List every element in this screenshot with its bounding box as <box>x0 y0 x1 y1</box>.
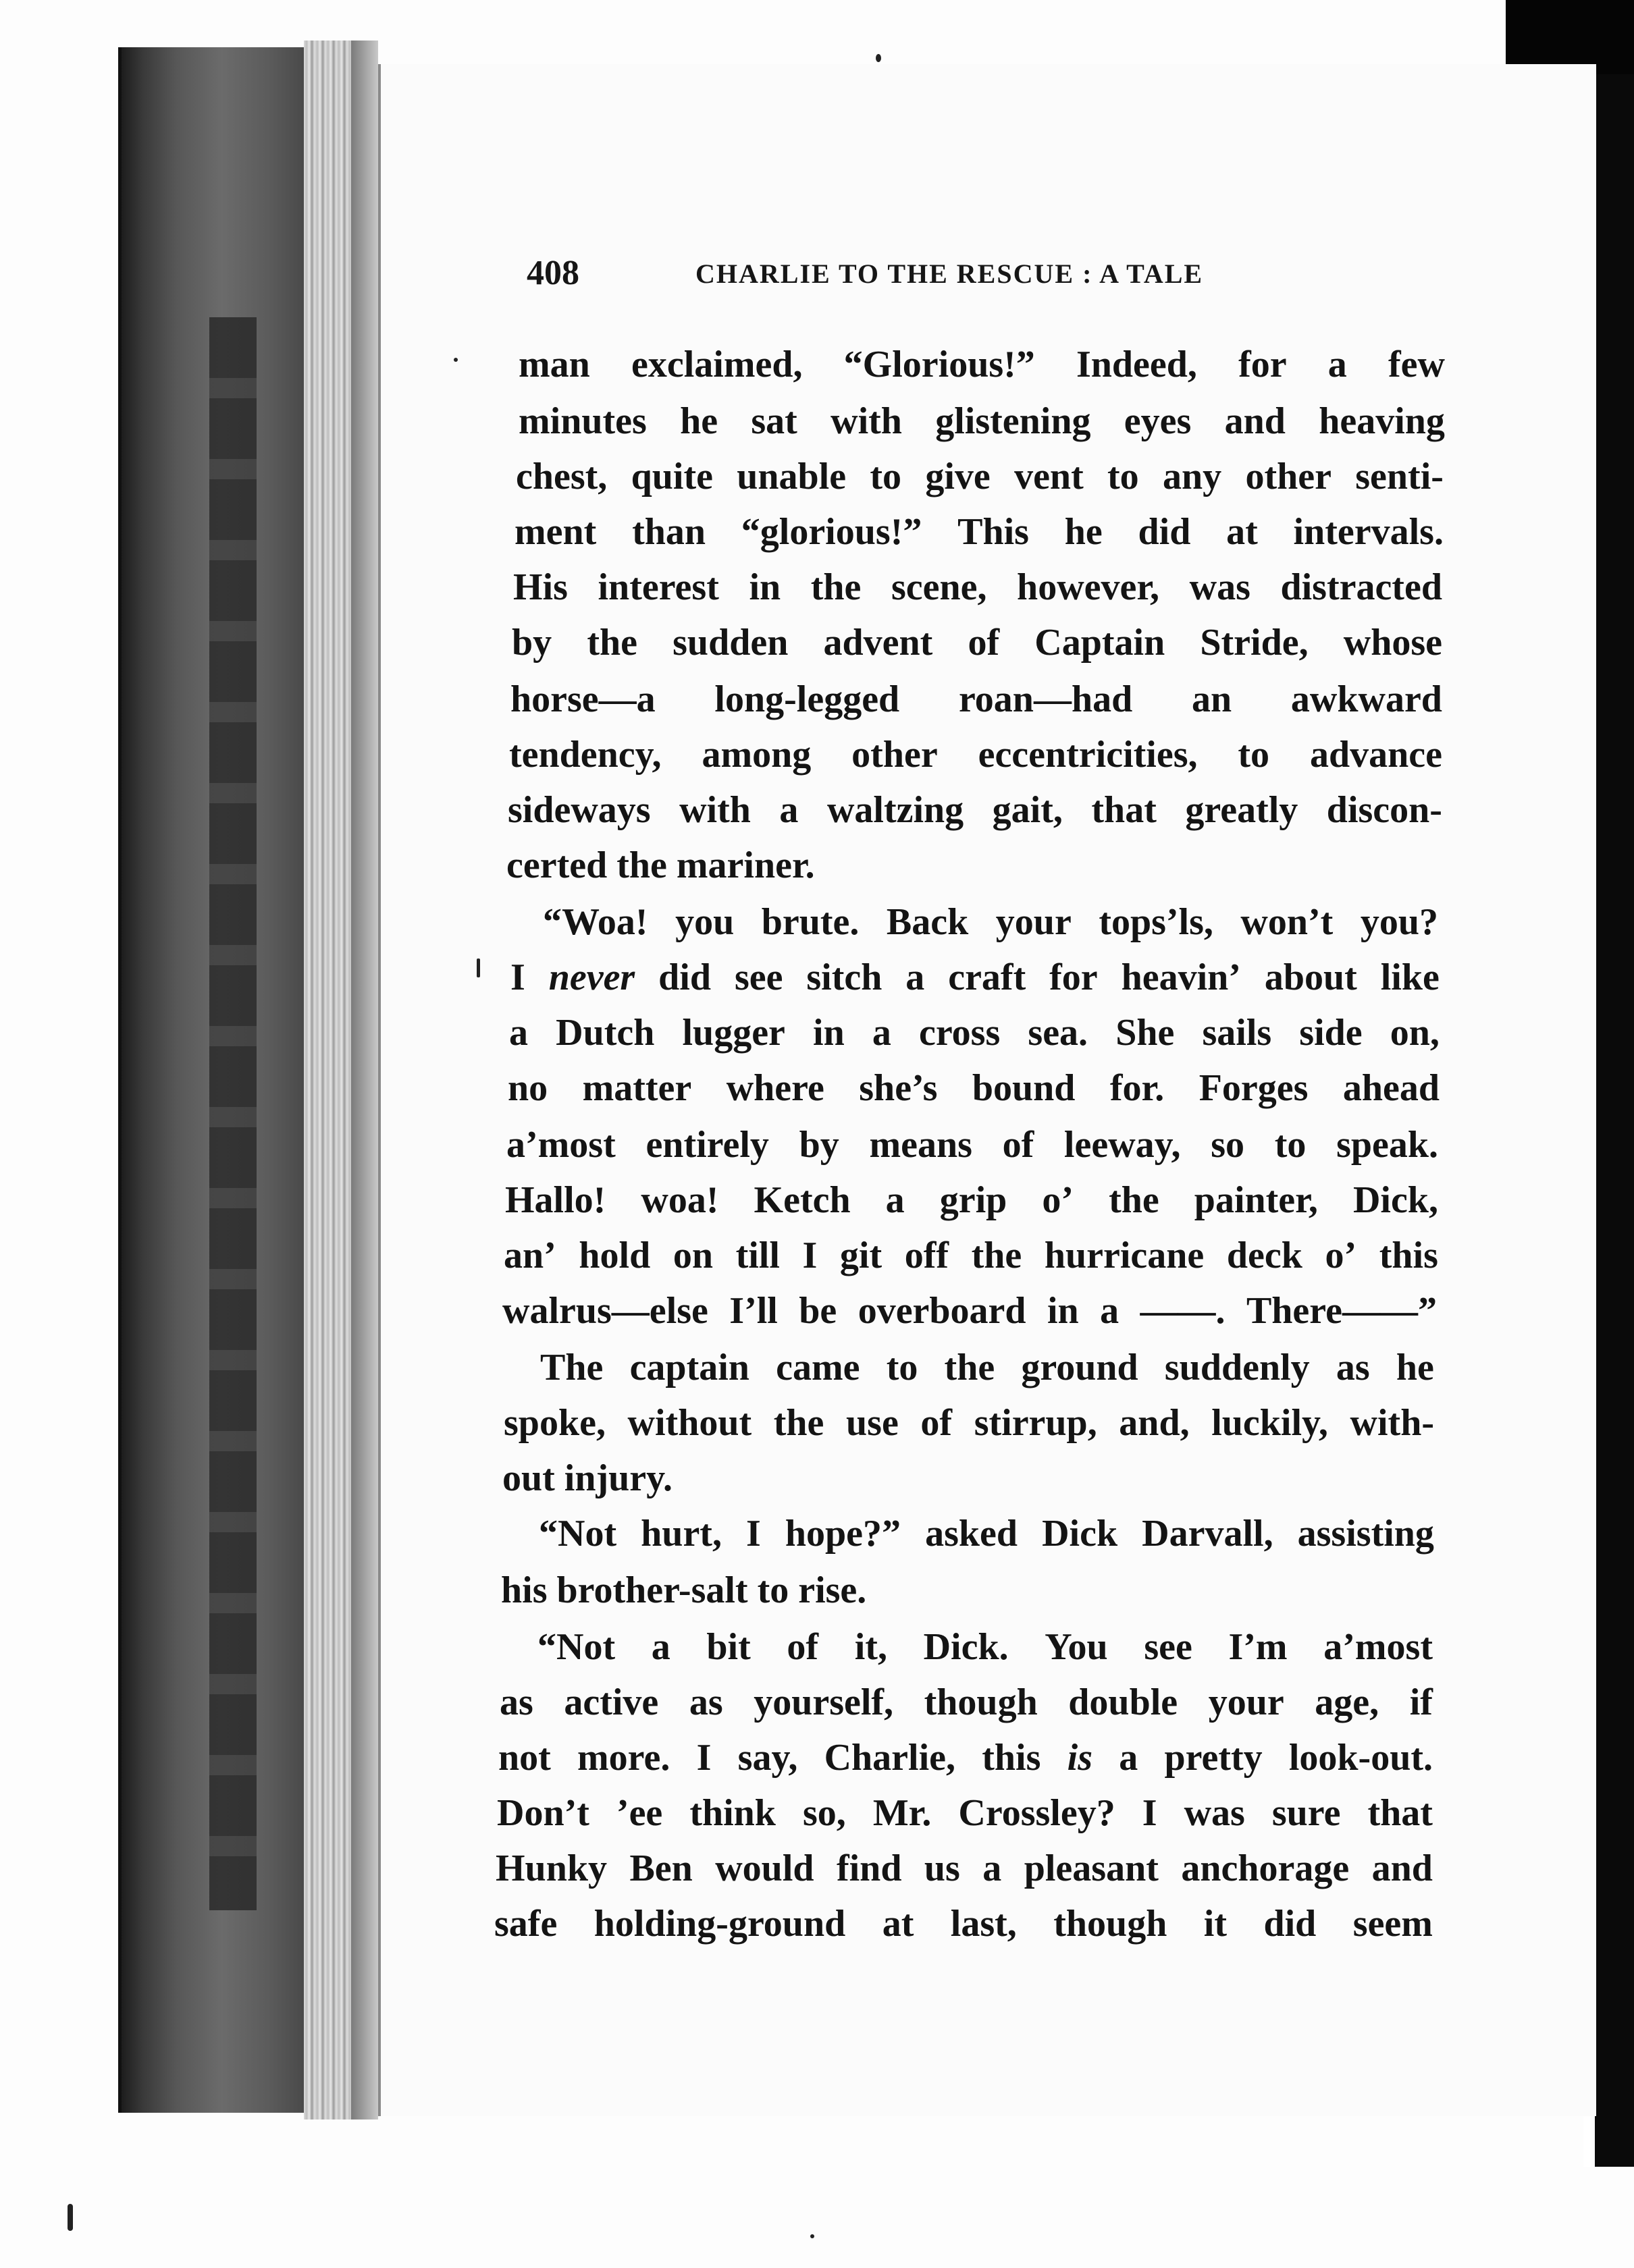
word: at <box>1226 511 1258 553</box>
margin-mark <box>477 959 480 977</box>
word: Charlie, <box>824 1737 956 1779</box>
word: assisting <box>1297 1513 1434 1555</box>
word: scene, <box>891 566 987 608</box>
word: hold <box>579 1235 651 1276</box>
word: the <box>616 844 677 886</box>
word: o’ <box>1325 1235 1357 1276</box>
word: like <box>1380 956 1440 998</box>
word: brute. <box>761 901 860 943</box>
word: I <box>746 1513 761 1555</box>
text-line <box>516 458 1444 495</box>
word: on <box>673 1235 713 1276</box>
word: hurricane <box>1044 1235 1205 1276</box>
word: about <box>1264 956 1357 998</box>
word: he <box>680 400 718 442</box>
word: to <box>1238 734 1270 776</box>
word: safe <box>494 1903 558 1945</box>
word: seem <box>1352 1903 1433 1945</box>
word: a <box>872 1012 891 1054</box>
word: without <box>627 1402 752 1444</box>
text-line <box>498 1739 1433 1777</box>
word: I <box>802 1235 818 1276</box>
word: by <box>512 622 552 664</box>
text-line <box>506 846 815 884</box>
text-line <box>500 1683 1433 1721</box>
word: as <box>1336 1347 1370 1388</box>
word: with- <box>1350 1402 1434 1444</box>
word: o’ <box>1042 1179 1074 1221</box>
word: yourself, <box>754 1681 894 1723</box>
text-line <box>540 1349 1434 1386</box>
word: in <box>749 566 781 608</box>
word: by <box>799 1124 839 1166</box>
word: see <box>734 956 783 998</box>
word: other <box>1245 456 1332 497</box>
word: you <box>675 901 735 943</box>
word: Back <box>886 901 969 943</box>
word: the <box>971 1235 1022 1276</box>
margin-mark <box>68 2204 73 2231</box>
word: advance <box>1309 734 1442 776</box>
text-line <box>509 1014 1440 1052</box>
word: see <box>1144 1626 1192 1668</box>
word: “Not <box>537 1626 616 1668</box>
word: she’s <box>859 1067 938 1109</box>
page-gutter-shadow <box>351 40 378 2120</box>
word: came <box>776 1347 860 1388</box>
word: I <box>510 956 525 998</box>
word: “Not <box>539 1513 617 1555</box>
word: did <box>658 956 712 998</box>
word: grip <box>939 1179 1007 1221</box>
spine-library-stamp <box>209 317 257 1910</box>
word: use <box>846 1402 899 1444</box>
word: as <box>500 1681 533 1723</box>
text-line <box>504 1404 1434 1442</box>
word: ’ee <box>616 1792 663 1834</box>
word: Don’t <box>497 1792 589 1834</box>
word: rise. <box>798 1569 867 1611</box>
word: His <box>513 566 568 608</box>
word: a <box>982 1847 1002 1889</box>
word: sideways <box>508 789 651 831</box>
word: luckily, <box>1211 1402 1328 1444</box>
word: You <box>1045 1626 1108 1668</box>
word: Dick, <box>1352 1179 1438 1221</box>
word: where <box>726 1067 824 1109</box>
word: your <box>995 901 1072 943</box>
word: a <box>1327 344 1347 385</box>
word: Darvall, <box>1142 1513 1273 1555</box>
word: vent <box>1014 456 1084 497</box>
word: and <box>1371 1847 1433 1889</box>
word: he <box>1396 1347 1434 1388</box>
word: with <box>679 789 751 831</box>
word: sails <box>1202 1012 1272 1054</box>
word: long-legged <box>714 678 900 720</box>
word: out <box>502 1457 564 1499</box>
word: it <box>1203 1903 1228 1945</box>
word: suddenly <box>1164 1347 1310 1388</box>
word: waltzing <box>826 789 964 831</box>
text-line <box>543 903 1438 941</box>
word: bit <box>706 1626 751 1668</box>
word: tendency, <box>509 734 662 776</box>
word: till <box>735 1235 780 1276</box>
running-head: CHARLIE TO THE RESCUE : A TALE <box>695 259 1204 289</box>
word: anchorage <box>1181 1847 1350 1889</box>
word: “glorious!” <box>741 511 922 553</box>
text-line <box>537 1628 1433 1666</box>
text-line <box>519 402 1445 440</box>
word: pleasant <box>1024 1847 1159 1889</box>
word: ahead <box>1342 1067 1440 1109</box>
word: he <box>1064 511 1103 553</box>
word: did <box>1138 511 1191 553</box>
word: Hunky <box>496 1847 607 1889</box>
word: to <box>886 1347 918 1388</box>
word: lugger <box>682 1012 785 1054</box>
text-line <box>513 568 1442 606</box>
word: than <box>632 511 706 553</box>
word: hope?” <box>785 1513 901 1555</box>
word: so, <box>802 1792 846 1834</box>
word: side <box>1299 1012 1363 1054</box>
text-line <box>502 1459 673 1497</box>
word: awkward <box>1290 678 1442 720</box>
word: for. <box>1109 1067 1165 1109</box>
word: hurt, <box>641 1513 722 1555</box>
text-line <box>515 513 1444 551</box>
word: the <box>810 566 862 608</box>
word: speak. <box>1336 1124 1438 1166</box>
text-line <box>497 1794 1433 1832</box>
word: though <box>1053 1903 1167 1945</box>
word: overboard <box>858 1290 1026 1332</box>
word: sudden <box>673 622 789 664</box>
word: of <box>920 1402 953 1444</box>
word: chest, <box>516 456 608 497</box>
word: however, <box>1017 566 1160 608</box>
word: a <box>509 1012 528 1054</box>
word: that <box>1091 789 1157 831</box>
word: Mr. <box>872 1792 932 1834</box>
word: heavin’ <box>1121 956 1241 998</box>
text-line <box>539 1513 1434 1555</box>
word: to <box>1274 1124 1307 1166</box>
word: gait, <box>992 789 1063 831</box>
word: did <box>1263 1903 1317 1945</box>
word: This <box>957 511 1029 553</box>
word: and <box>1224 400 1286 442</box>
word: eccentricities, <box>978 734 1198 776</box>
word: means <box>869 1124 972 1166</box>
word: entirely <box>645 1124 769 1166</box>
word: quite <box>631 456 713 497</box>
word: Ben <box>629 1847 693 1889</box>
word: more. <box>577 1737 670 1779</box>
word: was <box>1189 566 1250 608</box>
word: leeway, <box>1063 1124 1181 1166</box>
text-line <box>509 736 1442 774</box>
word: craft <box>948 956 1026 998</box>
word: intervals. <box>1293 511 1444 553</box>
word: sea. <box>1028 1012 1088 1054</box>
word: Stride, <box>1200 622 1309 664</box>
word: Ketch <box>754 1179 851 1221</box>
word: a’most <box>506 1124 616 1166</box>
word: bound <box>972 1067 1076 1109</box>
text-line <box>508 1069 1440 1107</box>
word: few <box>1388 344 1445 385</box>
word: sitch <box>806 956 882 998</box>
word: you? <box>1360 901 1438 943</box>
word: us <box>924 1847 960 1889</box>
word: sat <box>751 400 797 442</box>
word: painter, <box>1194 1179 1318 1221</box>
word: to <box>870 456 902 497</box>
word: ground <box>1021 1347 1138 1388</box>
text-line <box>494 1905 1433 1943</box>
scan-background-dark-right <box>1595 74 1634 2167</box>
word: a’most <box>1323 1626 1433 1668</box>
margin-mark <box>810 2234 814 2238</box>
word: a <box>779 789 799 831</box>
word: I’ll <box>729 1290 778 1332</box>
word: not <box>498 1737 551 1779</box>
word: interest <box>598 566 719 608</box>
text-line <box>519 346 1445 383</box>
word: Dick. <box>923 1626 1009 1668</box>
margin-mark <box>876 54 881 62</box>
word: your <box>1208 1681 1284 1723</box>
page-number: 408 <box>527 254 579 292</box>
word: There——” <box>1246 1290 1437 1332</box>
word: exclaimed, <box>631 344 803 385</box>
text-line <box>502 1292 1437 1330</box>
word: think <box>689 1792 776 1834</box>
word: tops’ls, <box>1099 901 1213 943</box>
word: ——. <box>1140 1290 1226 1332</box>
word: that <box>1367 1792 1433 1834</box>
text-line <box>501 1571 866 1609</box>
word: give <box>925 456 991 497</box>
word: man <box>519 344 590 385</box>
word: so <box>1211 1124 1245 1166</box>
text-line <box>512 624 1442 662</box>
word: the <box>773 1402 824 1444</box>
text-line <box>510 680 1442 718</box>
word: heaving <box>1319 400 1445 442</box>
word: certed <box>506 844 617 886</box>
word: age, <box>1315 1681 1379 1723</box>
word: She <box>1115 1012 1175 1054</box>
word: a <box>1119 1737 1138 1779</box>
word: Captain <box>1034 622 1165 664</box>
text-line <box>505 1181 1438 1219</box>
word: look-out. <box>1288 1737 1433 1779</box>
word: deck <box>1226 1235 1302 1276</box>
word: a <box>651 1626 670 1668</box>
word: “Glorious!” <box>843 344 1035 385</box>
word: advent <box>823 622 933 664</box>
word: this <box>1379 1235 1438 1276</box>
word: roan—had <box>958 678 1133 720</box>
word: a <box>905 956 925 998</box>
text-line <box>510 956 1440 998</box>
word: ment <box>515 511 597 553</box>
word: Hallo! <box>505 1179 606 1221</box>
word: be <box>799 1290 837 1332</box>
word: The <box>540 1347 604 1388</box>
word: active <box>564 1681 659 1723</box>
word: double <box>1068 1681 1178 1723</box>
word: never <box>548 956 635 998</box>
word: say, <box>737 1737 798 1779</box>
word: it, <box>854 1626 887 1668</box>
word: I <box>1142 1792 1157 1834</box>
text-line <box>506 1126 1438 1164</box>
word: is <box>1067 1737 1092 1779</box>
word: stirrup, <box>974 1402 1097 1444</box>
word: other <box>851 734 938 776</box>
word: greatly <box>1185 789 1298 831</box>
word: to <box>1107 456 1139 497</box>
word: an’ <box>504 1235 556 1276</box>
word: I <box>696 1737 712 1779</box>
word: the <box>1109 1179 1159 1221</box>
word: distracted <box>1280 566 1442 608</box>
word: woa! <box>641 1179 719 1221</box>
word: cross <box>918 1012 1001 1054</box>
word: last, <box>950 1903 1017 1945</box>
word: minutes <box>519 400 647 442</box>
word: a <box>885 1179 905 1221</box>
word: eyes <box>1124 400 1192 442</box>
word: git <box>839 1235 882 1276</box>
word: among <box>702 734 812 776</box>
word: off <box>904 1235 949 1276</box>
word: horse—a <box>510 678 656 720</box>
word: find <box>836 1847 902 1889</box>
word: at <box>882 1903 914 1945</box>
word: as <box>689 1681 723 1723</box>
word: captain <box>629 1347 749 1388</box>
word: the <box>944 1347 995 1388</box>
word: to <box>757 1569 799 1611</box>
word: though <box>924 1681 1038 1723</box>
word: of <box>968 622 1000 664</box>
text-line <box>496 1847 1433 1889</box>
word: Indeed, <box>1076 344 1197 385</box>
word: injury. <box>564 1457 673 1499</box>
word: Dick <box>1042 1513 1118 1555</box>
word: and, <box>1119 1402 1190 1444</box>
word: in <box>813 1012 845 1054</box>
word: this <box>982 1737 1041 1779</box>
word: “Woa! <box>543 901 648 943</box>
word: glistening <box>935 400 1091 442</box>
word: on, <box>1390 1012 1440 1054</box>
word: of <box>1002 1124 1034 1166</box>
word: any <box>1162 456 1222 497</box>
word: if <box>1409 1681 1433 1723</box>
word: for <box>1049 956 1098 998</box>
word: asked <box>925 1513 1018 1555</box>
word: brother-salt <box>556 1569 758 1611</box>
word: an <box>1192 678 1232 720</box>
word: I’m <box>1228 1626 1288 1668</box>
word: sure <box>1271 1792 1341 1834</box>
word: a <box>1100 1290 1119 1332</box>
word: Forges <box>1198 1067 1309 1109</box>
word: of <box>787 1626 819 1668</box>
word: holding-ground <box>594 1903 846 1945</box>
word: whose <box>1343 622 1442 664</box>
word: would <box>715 1847 814 1889</box>
word: unable <box>737 456 847 497</box>
margin-mark <box>454 358 458 362</box>
word: pretty <box>1164 1737 1263 1779</box>
word: Dutch <box>556 1012 655 1054</box>
word: the <box>587 622 637 664</box>
word: walrus—else <box>502 1290 708 1332</box>
text-line <box>508 791 1442 829</box>
word: matter <box>582 1067 692 1109</box>
word: senti- <box>1355 456 1444 497</box>
word: Crossley? <box>958 1792 1115 1834</box>
word: in <box>1047 1290 1079 1332</box>
word: discon- <box>1326 789 1442 831</box>
word: for <box>1238 344 1287 385</box>
word: won’t <box>1240 901 1334 943</box>
word: spoke, <box>504 1402 606 1444</box>
word: with <box>831 400 902 442</box>
text-line <box>504 1237 1438 1274</box>
word: mariner. <box>676 844 815 886</box>
word: his <box>501 1569 557 1611</box>
word: no <box>508 1067 548 1109</box>
word: was <box>1184 1792 1245 1834</box>
